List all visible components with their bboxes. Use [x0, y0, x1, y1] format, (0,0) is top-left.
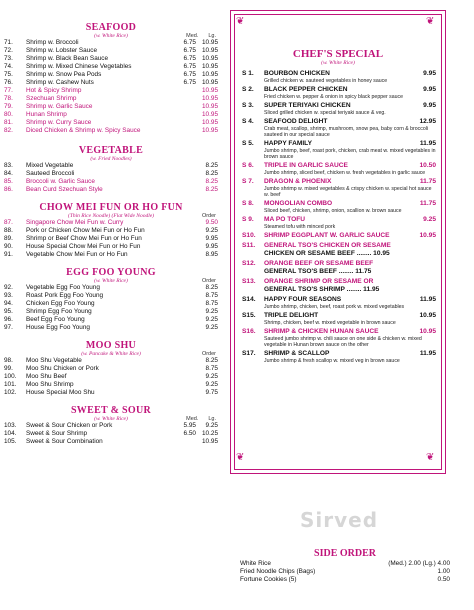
- side-item-p: 0.50: [437, 576, 450, 583]
- item-num: S13.: [242, 278, 256, 285]
- menu-item-num: 78.: [4, 95, 13, 102]
- section-title: VEGETABLE: [78, 145, 144, 156]
- item-name: BLACK PEPPER CHICKEN: [264, 86, 348, 93]
- item-num: S 3.: [242, 102, 254, 109]
- menu-item-name: Shrimp Egg Foo Young: [26, 308, 92, 315]
- menu-item-num: 96.: [4, 316, 13, 323]
- item-price: 11.75: [419, 200, 436, 207]
- section-title: CHOW MEI FUN OR HO FUN: [39, 202, 183, 213]
- item-description: Sliced grilled chicken w. special teriyaki sauce & veg.: [264, 110, 386, 116]
- corner-ornament-icon: ❦: [236, 16, 245, 27]
- item-num: S 7.: [242, 178, 254, 185]
- side-order-list: [240, 560, 450, 584]
- item-name: ORANGE BEEF OR SESAME BEEF: [264, 260, 374, 267]
- chefs-special-item: [232, 242, 444, 258]
- menu-item-p2: 10.95: [202, 47, 218, 54]
- menu-item: [4, 430, 218, 438]
- item-description: Crab meat, scallop, shrimp, mushroom, snow pea, baby corn & broccoli sauteed in our special sauce: [264, 126, 429, 138]
- menu-item: [4, 55, 218, 63]
- side-item-name: White Rice: [240, 560, 271, 567]
- menu-item: [4, 300, 218, 308]
- chowmei-list: [4, 219, 218, 259]
- item-name: TRIPLE DELIGHT: [264, 312, 319, 319]
- eggfoo-list: [4, 284, 218, 332]
- menu-item: [4, 373, 218, 381]
- item-num: S 5.: [242, 140, 254, 147]
- menu-item: [4, 227, 218, 235]
- menu-item: [4, 243, 218, 251]
- menu-item: [4, 438, 218, 446]
- menu-item-p2: 10.95: [202, 103, 218, 110]
- item-description: Grilled chicken w. sauteed vegetables in honey sauce: [264, 78, 388, 84]
- menu-item-p2: 10.95: [202, 63, 218, 70]
- chefs-special-item: [232, 216, 444, 230]
- side-order-section: [240, 548, 450, 584]
- menu-item-name: House Special Moo Shu: [26, 389, 95, 396]
- menu-item-p2: 9.25: [205, 381, 218, 388]
- menu-item-name: Shrimp or Beef Chow Mei Fun or Ho Fun: [26, 235, 142, 242]
- menu-item-num: 77.: [4, 87, 13, 94]
- menu-item-num: 88.: [4, 227, 13, 234]
- mooshu-section: [4, 340, 218, 397]
- menu-item-p2: 9.25: [205, 422, 218, 429]
- vegetable-list: [4, 162, 218, 194]
- menu-item-name: Singapore Chow Mei Fun w. Curry: [26, 219, 124, 226]
- menu-item: [4, 251, 218, 259]
- menu-item-num: 79.: [4, 103, 13, 110]
- item-num: S11.: [242, 242, 256, 249]
- menu-item-num: 74.: [4, 63, 13, 70]
- seafood-list: [4, 39, 218, 135]
- section-title: MOO SHU: [85, 340, 137, 351]
- chefs-special-item: [232, 278, 444, 294]
- menu-item-p1: 6.75: [183, 63, 196, 70]
- seafood-section: [4, 22, 218, 135]
- side-order-item: [240, 576, 450, 584]
- menu-item-name: Hot & Spicy Shrimp: [26, 87, 82, 94]
- item-extra: GENERAL TSO'S SHRIMP ........ 11.95: [264, 286, 380, 293]
- menu-item: [4, 284, 218, 292]
- menu-item-p2: 9.25: [205, 308, 218, 315]
- mooshu-list: [4, 357, 218, 397]
- menu-item: [4, 63, 218, 71]
- item-price: 10.95: [419, 232, 436, 239]
- menu-item-num: 93.: [4, 292, 13, 299]
- section-title: SEAFOOD: [85, 22, 137, 33]
- menu-item-num: 85.: [4, 178, 13, 185]
- item-line: [242, 216, 436, 224]
- side-item-p: 1.00: [437, 568, 450, 575]
- chefs-special-item: [232, 178, 444, 198]
- menu-item-name: Sweet & Sour Combination: [26, 438, 103, 445]
- menu-item: [4, 95, 218, 103]
- menu-item: [4, 308, 218, 316]
- menu-item-num: 103.: [4, 422, 17, 429]
- menu-item-name: Sweet & Sour Chicken or Pork: [26, 422, 113, 429]
- item-description: Jumbo shrimp & fresh scallop w. mixed veg in brown sauce: [264, 358, 400, 364]
- section-subtitle: (Thin Rice Noodle) (Flat Wide Noodle): [68, 213, 154, 219]
- menu-item-num: 102.: [4, 389, 17, 396]
- menu-item-name: Shrimp w. Curry Sauce: [26, 119, 92, 126]
- chefs-special-item: [232, 140, 444, 160]
- side-item-name: Fortune Cookies (5): [240, 576, 297, 583]
- item-line: [242, 242, 436, 250]
- corner-ornament-icon: ❦: [426, 452, 435, 463]
- item-name: SHRIMP EGGPLANT W. GARLIC SAUCE: [264, 232, 390, 239]
- menu-item-num: 100.: [4, 373, 17, 380]
- sweetsour-section: [4, 405, 218, 446]
- menu-item-name: Moo Shu Beef: [26, 373, 67, 380]
- menu-item-num: 80.: [4, 111, 13, 118]
- menu-item-p2: 8.75: [205, 292, 218, 299]
- item-num: S 6.: [242, 162, 254, 169]
- section-subtitle: (w. White Rice): [94, 278, 128, 284]
- menu-item-p2: 8.25: [205, 178, 218, 185]
- vegetable-section: [4, 145, 218, 194]
- menu-item: [4, 316, 218, 324]
- menu-item-p2: 8.95: [205, 251, 218, 258]
- column-header: Order: [201, 351, 216, 357]
- menu-item-name: Pork or Chicken Chow Mei Fun or Ho Fun: [26, 227, 145, 234]
- item-num: S14.: [242, 296, 256, 303]
- menu-item: [4, 162, 218, 170]
- menu-item-p2: 10.95: [202, 95, 218, 102]
- menu-item-p2: 8.25: [205, 170, 218, 177]
- item-line: [242, 312, 436, 320]
- menu-item: [4, 357, 218, 365]
- item-num: S 9.: [242, 216, 254, 223]
- menu-item-name: Mixed Vegetable: [26, 162, 74, 169]
- menu-item-num: 104.: [4, 430, 17, 437]
- item-num: S 8.: [242, 200, 254, 207]
- menu-item-num: 105.: [4, 438, 17, 445]
- menu-item-p1: 6.75: [183, 79, 196, 86]
- menu-item-p2: 10.95: [202, 55, 218, 62]
- item-name: HAPPY FAMILY: [264, 140, 313, 147]
- item-line: [242, 162, 436, 170]
- item-price: 11.95: [419, 350, 436, 357]
- menu-item-name: Vegetable Egg Foo Young: [26, 284, 100, 291]
- menu-item-p2: 9.75: [205, 389, 218, 396]
- item-name: SHRIMP & SCALLOP: [264, 350, 330, 357]
- menu-item-name: Beef Egg Foo Young: [26, 316, 85, 323]
- chefs-special-item: [232, 350, 444, 364]
- menu-item-name: Shrimp w. Garlic Sauce: [26, 103, 93, 110]
- menu-item-name: Moo Shu Chicken or Pork: [26, 365, 99, 372]
- eggfoo-section: [4, 267, 218, 332]
- item-num: S12.: [242, 260, 256, 267]
- left-column: [4, 0, 218, 446]
- menu-item-num: 89.: [4, 235, 13, 242]
- menu-item-num: 72.: [4, 47, 13, 54]
- item-line: [242, 200, 436, 208]
- item-description: Jumbo shrimp w. mixed vegetables & crispy chicken w. special hot sauce w. beef: [264, 186, 432, 198]
- item-name: TRIPLE IN GARLIC SAUCE: [264, 162, 348, 169]
- menu-item-name: House Egg Foo Young: [26, 324, 90, 331]
- item-name: GENERAL TSO'S CHICKEN OR SESAME: [264, 242, 391, 249]
- menu-item-name: Shrimp w. Lobster Sauce: [26, 47, 98, 54]
- menu-item-name: Shrimp w. Cashew Nuts: [26, 79, 94, 86]
- item-line: [242, 140, 436, 148]
- menu-item-num: 94.: [4, 300, 13, 307]
- menu-item: [4, 178, 218, 186]
- menu-item-name: Bean Curd Szechuan Style: [26, 186, 103, 193]
- menu-item-num: 83.: [4, 162, 13, 169]
- column-header: Med. Lg.: [186, 416, 216, 422]
- menu-item-num: 87.: [4, 219, 13, 226]
- menu-item: [4, 71, 218, 79]
- section-subtitle: (w. Fried Noodles): [90, 156, 132, 162]
- menu-item: [4, 365, 218, 373]
- menu-item-p1: 6.75: [183, 55, 196, 62]
- menu-item-num: 95.: [4, 308, 13, 315]
- chefs-special-item: [232, 260, 444, 276]
- column-header: Order: [201, 213, 216, 219]
- watermark: Sirved: [300, 508, 379, 532]
- menu-item-p2: 9.25: [205, 373, 218, 380]
- item-price: 9.25: [423, 216, 436, 223]
- item-name: MONGOLIAN COMBO: [264, 200, 333, 207]
- chefs-special-item: [232, 200, 444, 214]
- menu-item-num: 99.: [4, 365, 13, 372]
- menu-item-p2: 9.95: [205, 235, 218, 242]
- menu-item-p2: 10.95: [202, 87, 218, 94]
- menu-item: [4, 186, 218, 194]
- section-subtitle: (w. Pancake & White Rice): [81, 351, 141, 357]
- menu-item-num: 90.: [4, 243, 13, 250]
- chefs-special-item: [232, 162, 444, 176]
- item-num: S 1.: [242, 70, 254, 77]
- menu-item-p2: 8.75: [205, 300, 218, 307]
- menu-item-p2: 10.95: [202, 438, 218, 445]
- menu-item-p2: 8.75: [205, 365, 218, 372]
- section-title: CHEF'S SPECIAL: [292, 48, 384, 60]
- item-num: S10.: [242, 232, 256, 239]
- menu-item-name: Shrimp w. Broccoli: [26, 39, 79, 46]
- item-num: S15.: [242, 312, 256, 319]
- section-subtitle: (w. White Rice): [321, 60, 355, 66]
- menu-item-p1: 6.50: [183, 430, 196, 437]
- menu-item: [4, 127, 218, 135]
- menu-item: [4, 324, 218, 332]
- menu-item: [4, 235, 218, 243]
- menu-item-num: 98.: [4, 357, 13, 364]
- item-line: [242, 178, 436, 186]
- chefs-special-section: [232, 14, 444, 366]
- menu-item-name: House Special Chow Mei Fun or Ho Fun: [26, 243, 141, 250]
- side-item-name: Fried Noodle Chips (Bags): [240, 568, 316, 575]
- menu-item-name: Shrimp w. Mixed Chinese Vegetables: [26, 63, 132, 70]
- side-order-item: [240, 560, 450, 568]
- item-description: Steamed tofu with minced pork: [264, 224, 336, 230]
- menu-item-p1: 6.75: [183, 39, 196, 46]
- menu-item-num: 91.: [4, 251, 13, 258]
- menu-item-num: 92.: [4, 284, 13, 291]
- chefs-special-item: [232, 296, 444, 310]
- item-line: [242, 232, 436, 240]
- item-line: [242, 86, 436, 94]
- menu-item: [4, 39, 218, 47]
- item-price: 11.95: [419, 296, 436, 303]
- menu-item-p2: 8.25: [205, 162, 218, 169]
- item-description: Shrimp, chicken, beef w. mixed vegetable in brown sauce: [264, 320, 396, 326]
- menu-item-name: Chicken Egg Foo Young: [26, 300, 95, 307]
- item-price: 9.95: [423, 102, 436, 109]
- menu-item-name: Shrimp w. Snow Pea Pods: [26, 71, 102, 78]
- item-price: 11.75: [419, 178, 436, 185]
- item-name: MA PO TOFU: [264, 216, 306, 223]
- item-price: 9.95: [423, 70, 436, 77]
- menu-item-name: Moo Shu Vegetable: [26, 357, 82, 364]
- item-description: Fried chicken w. pepper & onion in spicy black pepper sauce: [264, 94, 403, 100]
- item-line: [242, 260, 436, 268]
- menu-item-num: 86.: [4, 186, 13, 193]
- menu-item-num: 97.: [4, 324, 13, 331]
- chefs-special-item: [232, 118, 444, 138]
- menu-item-p1: 6.75: [183, 47, 196, 54]
- menu-item-name: Hunan Shrimp: [26, 111, 67, 118]
- chefs-special-item: [232, 86, 444, 100]
- menu-item: [4, 119, 218, 127]
- item-price: 10.95: [419, 328, 436, 335]
- menu-item-p2: 10.95: [202, 71, 218, 78]
- chefs-special-item: [232, 102, 444, 116]
- menu-item-p2: 9.25: [205, 324, 218, 331]
- menu-item-num: 76.: [4, 79, 13, 86]
- menu-item-name: Vegetable Chow Mei Fun or Ho Fun: [26, 251, 128, 258]
- menu-item-name: Shrimp w. Black Bean Sauce: [26, 55, 109, 62]
- item-description: Jumbo shrimp, sliced beef, chicken w. fresh vegetables in garlic sauce: [264, 170, 426, 176]
- item-description: Sauteed jumbo shrimp w. chili sauce on one side & chicken w. mixed vegetable in Hunan brown sauce on the other: [264, 336, 422, 348]
- item-name: DRAGON & PHOENIX: [264, 178, 332, 185]
- menu-item-num: 71.: [4, 39, 13, 46]
- chefs-special-list: [232, 70, 444, 364]
- item-description: Jumbo shrimp, chicken, beef, roast pork w. mixed vegetables: [264, 304, 405, 310]
- chefs-special-item: [232, 328, 444, 348]
- item-name: SHRIMP & CHICKEN HUNAN SAUCE: [264, 328, 379, 335]
- menu-item-name: Sweet & Sour Shrimp: [26, 430, 88, 437]
- section-title: SIDE ORDER: [314, 548, 376, 559]
- menu-item: [4, 79, 218, 87]
- menu-item-p2: 9.25: [205, 316, 218, 323]
- sweetsour-list: [4, 422, 218, 446]
- menu-item-p2: 10.95: [202, 111, 218, 118]
- item-price: 12.95: [419, 118, 436, 125]
- menu-item: [4, 292, 218, 300]
- menu-item-p2: 9.50: [205, 219, 218, 226]
- side-order-item: [240, 568, 450, 576]
- item-line: [242, 70, 436, 78]
- item-name: SEAFOOD DELIGHT: [264, 118, 328, 125]
- menu-item-name: Moo Shu Shrimp: [26, 381, 74, 388]
- menu-item-p2: 10.25: [202, 430, 218, 437]
- item-line: [242, 296, 436, 304]
- item-num: S16.: [242, 328, 256, 335]
- item-line: [242, 328, 436, 336]
- menu-item-p2: 9.95: [205, 243, 218, 250]
- menu-item-num: 73.: [4, 55, 13, 62]
- chefs-special-item: [232, 312, 444, 326]
- item-line: [242, 118, 436, 126]
- menu-item-p2: 10.95: [202, 39, 218, 46]
- item-price: 10.95: [419, 312, 436, 319]
- menu-item: [4, 381, 218, 389]
- menu-item-name: Sauteed Broccoli: [26, 170, 75, 177]
- menu-item: [4, 422, 218, 430]
- chowmei-section: [4, 202, 218, 259]
- column-header: Order: [201, 278, 216, 284]
- item-description: Sliced beef, chicken, shrimp, onion, scallion w. brown sauce: [264, 208, 402, 214]
- menu-item: [4, 389, 218, 397]
- section-subtitle: (w. White Rice): [94, 33, 128, 39]
- item-extra: CHICKEN OR SESAME BEEF ........ 10.95: [264, 250, 390, 257]
- corner-ornament-icon: ❦: [236, 452, 245, 463]
- menu-item-p2: 9.25: [205, 227, 218, 234]
- menu-item-p2: 8.25: [205, 357, 218, 364]
- section-title: EGG FOO YOUNG: [66, 267, 156, 278]
- menu-item-name: Szechuan Shrimp: [26, 95, 77, 102]
- menu-item-num: 81.: [4, 119, 13, 126]
- menu-item-p2: 10.95: [202, 127, 218, 134]
- item-price: 10.50: [419, 162, 436, 169]
- menu-item: [4, 47, 218, 55]
- menu-item: [4, 103, 218, 111]
- item-line: [242, 278, 436, 286]
- menu-item: [4, 87, 218, 95]
- menu-item: [4, 111, 218, 119]
- item-name: HAPPY FOUR SEASONS: [264, 296, 342, 303]
- menu-item-p2: 8.25: [205, 284, 218, 291]
- side-item-p: (Med.) 2.00 (Lg.) 4.00: [388, 560, 450, 567]
- item-num: S 2.: [242, 86, 254, 93]
- menu-item: [4, 219, 218, 227]
- item-name: ORANGE SHRIMP OR SESAME OR: [264, 278, 374, 285]
- item-price: 11.95: [419, 140, 436, 147]
- item-num: S17.: [242, 350, 256, 357]
- item-line: [242, 102, 436, 110]
- menu-item-num: 84.: [4, 170, 13, 177]
- menu-item: [4, 170, 218, 178]
- section-title: SWEET & SOUR: [70, 405, 152, 416]
- chefs-special-item: [232, 70, 444, 84]
- item-name: BOURBON CHICKEN: [264, 70, 330, 77]
- menu-item-p1: 5.95: [183, 422, 196, 429]
- item-price: 9.95: [423, 86, 436, 93]
- menu-item-name: Diced Chicken & Shrimp w. Spicy Sauce: [26, 127, 141, 134]
- menu-item-name: Broccoli w. Garlic Sauce: [26, 178, 95, 185]
- item-line: [242, 350, 436, 358]
- item-name: SUPER TERIYAKI CHICKEN: [264, 102, 351, 109]
- column-header: Med. Lg.: [186, 33, 216, 39]
- menu-item-p2: 10.95: [202, 119, 218, 126]
- item-extra: GENERAL TSO'S BEEF ........ 11.75: [264, 268, 372, 275]
- item-description: Jumbo shrimp, beef, roast pork, chicken, crab meat w. mixed vegetables in brown sauce: [264, 148, 436, 160]
- menu-item-p2: 10.95: [202, 79, 218, 86]
- menu-item-name: Roast Pork Egg Foo Young: [26, 292, 104, 299]
- section-subtitle: (w. White Rice): [94, 416, 128, 422]
- menu-item-p2: 8.25: [205, 186, 218, 193]
- item-num: S 4.: [242, 118, 254, 125]
- menu-item-p1: 6.75: [183, 71, 196, 78]
- corner-ornament-icon: ❦: [426, 16, 435, 27]
- menu-item-num: 82.: [4, 127, 13, 134]
- menu-item-num: 101.: [4, 381, 17, 388]
- chefs-special-item: [232, 232, 444, 240]
- menu-item-num: 75.: [4, 71, 13, 78]
